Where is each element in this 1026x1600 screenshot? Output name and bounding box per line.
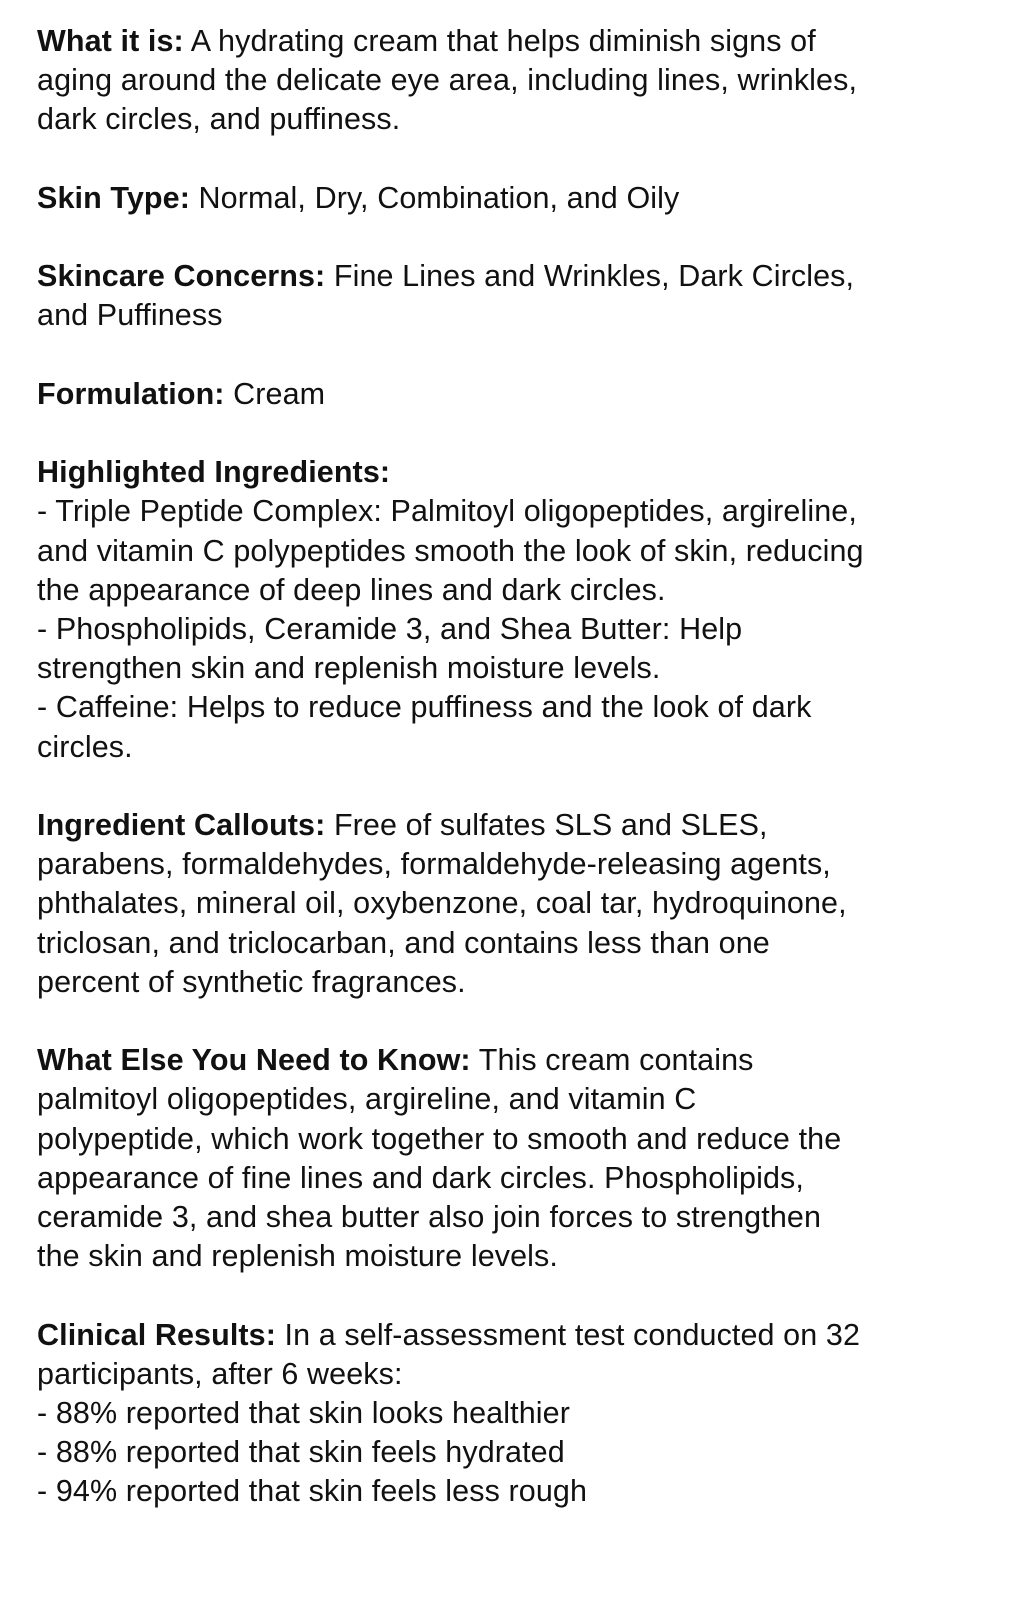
skin-type-section: [37, 179, 997, 218]
text-line: dark circles, and puffiness.: [37, 102, 401, 137]
text-line: polypeptide, which work together to smooth and reduce the: [37, 1121, 842, 1156]
text-line: [37, 375, 997, 414]
section-label: Skincare Concerns:: [37, 259, 326, 294]
section-label: Ingredient Callouts:: [37, 807, 326, 842]
text-line: [37, 1316, 997, 1355]
text-line: appearance of fine lines and dark circles. Phospholipids,: [37, 1160, 804, 1195]
section-label: Clinical Results:: [37, 1317, 276, 1352]
formulation-section: [37, 375, 997, 414]
text-line: participants, after 6 weeks:: [37, 1356, 403, 1391]
section-label: Skin Type:: [37, 180, 190, 215]
clinical-results-section: [37, 1316, 997, 1512]
section-text: Normal, Dry, Combination, and Oily: [189, 180, 680, 215]
text-line: and vitamin C polypeptides smooth the look of skin, reducing: [37, 533, 864, 568]
section-text: In a self-assessment test conducted on 32: [275, 1317, 861, 1352]
highlighted-ingredients-section: [37, 453, 997, 767]
text-line: palmitoyl oligopeptides, argireline, and vitamin C: [37, 1082, 697, 1117]
ingredient-callouts-section: [37, 806, 997, 1002]
text-line: the skin and replenish moisture levels.: [37, 1239, 558, 1274]
text-line: ceramide 3, and shea butter also join forces to strengthen: [37, 1200, 822, 1234]
text-line: and Puffiness: [37, 298, 223, 333]
text-line: - 94% reported that skin feels less rough: [37, 1474, 588, 1509]
text-line: triclosan, and triclocarban, and contains less than one: [37, 925, 770, 960]
text-line: - Triple Peptide Complex: Palmitoyl oligopeptides, argireline,: [37, 494, 857, 529]
product-description: [37, 22, 997, 1512]
text-line: circles.: [37, 729, 133, 764]
section-text: A hydrating cream that helps diminish signs of: [183, 24, 816, 58]
text-line: - Caffeine: Helps to reduce puffiness and the look of dark: [37, 690, 812, 725]
text-line: [37, 257, 997, 296]
section-label: Highlighted Ingredients:: [37, 455, 391, 490]
section-text: Fine Lines and Wrinkles, Dark Circles,: [325, 259, 855, 294]
text-line: - 88% reported that skin looks healthier: [37, 1396, 570, 1430]
text-line: parabens, formaldehydes, formaldehyde-releasing agents,: [37, 847, 831, 882]
text-line: strengthen skin and replenish moisture levels.: [37, 651, 661, 686]
what-else-section: [37, 1041, 997, 1276]
section-label: What it is:: [37, 24, 184, 58]
text-line: [37, 1041, 997, 1080]
text-line: - Phospholipids, Ceramide 3, and Shea Butter: Help: [37, 611, 743, 646]
section-text: Cream: [224, 376, 326, 411]
section-text: This cream contains: [470, 1043, 754, 1078]
section-label: What Else You Need to Know:: [37, 1043, 471, 1078]
text-line: [37, 22, 997, 61]
skincare-concerns-section: [37, 257, 997, 335]
text-line: aging around the delicate eye area, including lines, wrinkles,: [37, 63, 858, 98]
text-line: the appearance of deep lines and dark circles.: [37, 572, 666, 607]
text-line: - 88% reported that skin feels hydrated: [37, 1435, 565, 1470]
text-line: [37, 179, 997, 218]
text-line: percent of synthetic fragrances.: [37, 964, 466, 999]
section-text: Free of sulfates SLS and SLES,: [325, 807, 768, 842]
text-line: [37, 806, 997, 845]
text-line: phthalates, mineral oil, oxybenzone, coal tar, hydroquinone,: [37, 886, 847, 921]
what-it-is-section: [37, 22, 997, 140]
section-label: Formulation:: [37, 376, 225, 411]
